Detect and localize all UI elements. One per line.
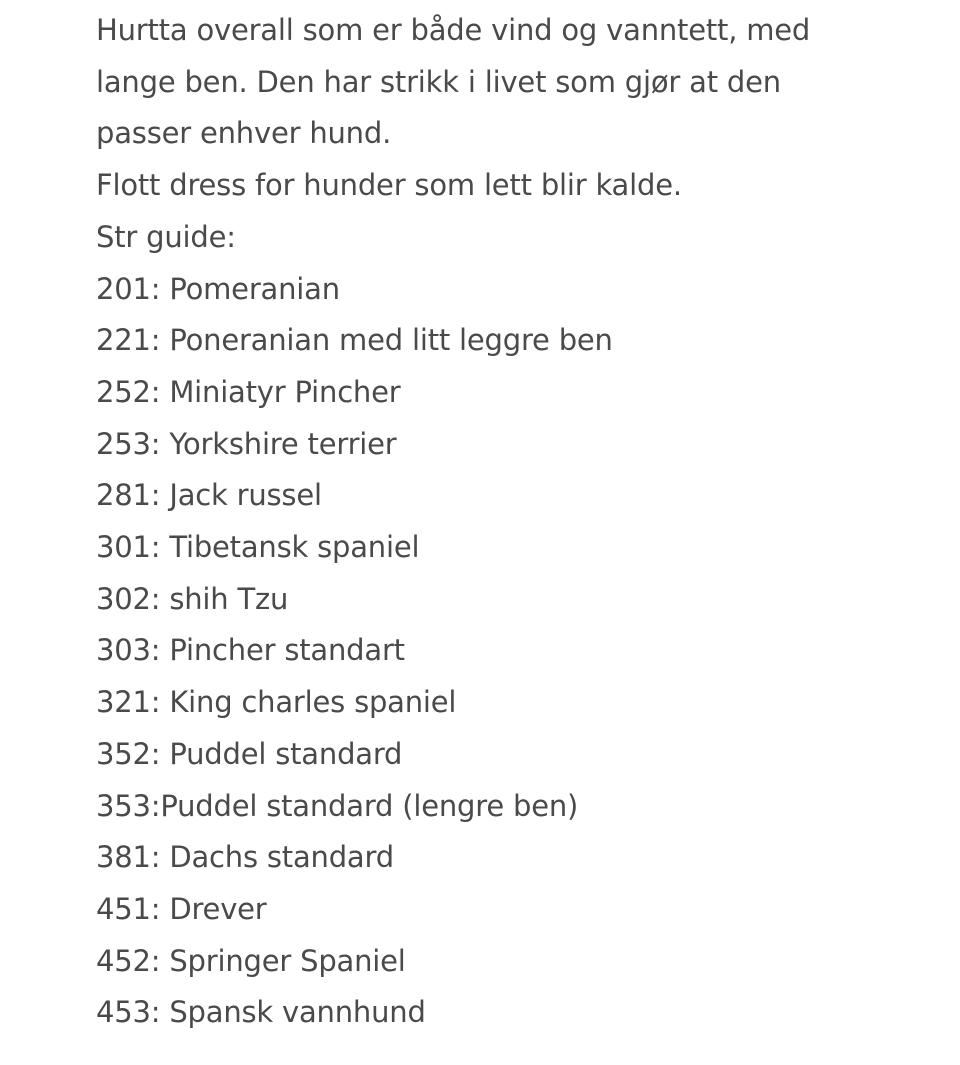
size-guide-item: 452: Springer Spaniel: [96, 943, 406, 978]
size-guide-item: 381: Dachs standard: [96, 840, 394, 875]
description-line: lange ben. Den har strikk i livet som gjør at den: [96, 64, 781, 99]
size-guide-item: 301: Tibetansk spaniel: [96, 530, 420, 565]
size-guide-item: 302: shih Tzu: [96, 581, 289, 616]
size-guide-heading: Str guide:: [96, 219, 236, 254]
description-line: Flott dress for hunder som lett blir kalde.: [96, 168, 682, 203]
description-line: passer enhver hund.: [96, 116, 392, 151]
size-guide-item: 303: Pincher standart: [96, 633, 405, 668]
size-guide-item: 221: Poneranian med litt leggre ben: [96, 323, 613, 358]
description-line: Hurtta overall som er både vind og vanntett, med: [96, 13, 811, 47]
size-guide-item: 451: Drever: [96, 891, 267, 926]
size-guide-item: 321: King charles spaniel: [96, 685, 457, 720]
size-guide-item: 201: Pomeranian: [96, 271, 340, 306]
size-guide-item: 352: Puddel standard: [96, 736, 403, 771]
size-guide-item: 453: Spansk vannhund: [96, 995, 426, 1030]
size-guide-item: 252: Miniatyr Pincher: [96, 374, 401, 409]
size-guide-item: 353:Puddel standard (lengre ben): [96, 788, 579, 823]
product-description: [96, 5, 856, 1039]
size-guide-item: 253: Yorkshire terrier: [96, 426, 397, 461]
size-guide-item: 281: Jack russel: [96, 478, 322, 513]
